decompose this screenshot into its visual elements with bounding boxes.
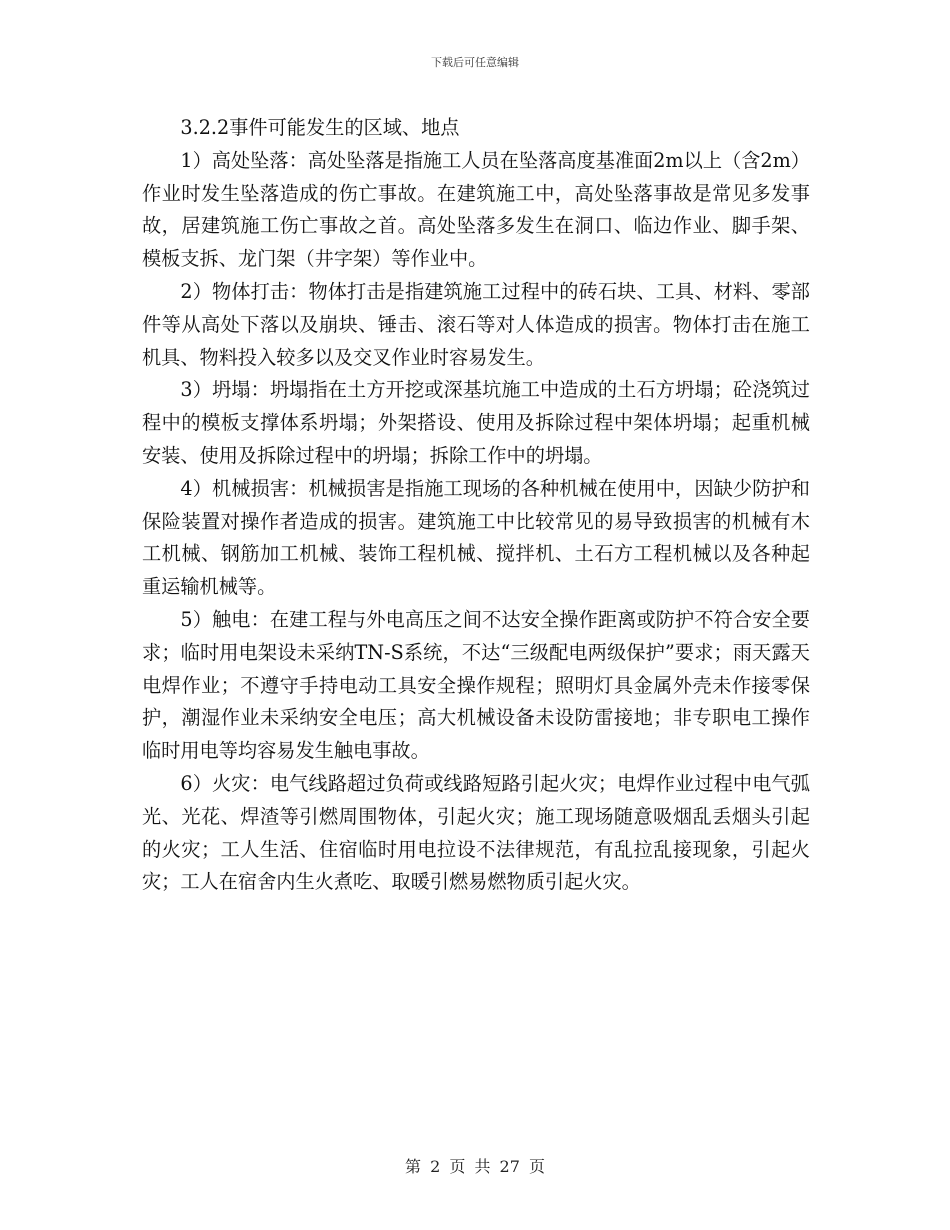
paragraph-fire: 6）火灾：电气线路超过负荷或线路短路引起火灾；电焊作业过程中电气弧光、光花、焊渣等引燃周围物体，引起火灾；施工现场随意吸烟乱丢烟头引起的火灾；工人生活、住宿临时用电拉设不法律规范，有乱拉乱接现象，引起火灾；工人在宿舍内生火煮吃、取暖引燃易燃物质引起火灾。 — [142, 771, 810, 894]
page-header: 下载后可任意编辑 — [431, 56, 519, 69]
paragraph-machinery-injury: 4）机械损害：机械损害是指施工现场的各种机械在使用中，因缺少防护和保险装置对操作者造成的损害。建筑施工中比较常见的易导致损害的机械有木工机械、钢筋加工机械、装饰工程机械、搅拌机、土石方工程机械以及各种起重运输机械等。 — [142, 476, 810, 599]
paragraph-falling: 1）高处坠落：高处坠落是指施工人员在坠落高度基准面2m以上（含2m）作业时发生坠落造成的伤亡事故。在建筑施工中，高处坠落事故是常见多发事故，居建筑施工伤亡事故之首。高处坠落多发生在洞口、临边作业、脚手架、模板支拆、龙门架（井字架）等作业中。 — [142, 148, 810, 271]
paragraph-electric-shock: 5）触电：在建工程与外电高压之间不达安全操作距离或防护不符合安全要求；临时用电架设未采纳TN-S系统，不达“三级配电两级保护”要求；雨天露天电焊作业；不遵守手持电动工具安全操作规程；照明灯具金属外壳未作接零保护，潮湿作业未采纳安全电压；高大机械设备未设防雷接地；非专职电工操作临时用电等均容易发生触电事故。 — [142, 607, 810, 763]
paragraph-object-strike: 2）物体打击：物体打击是指建筑施工过程中的砖石块、工具、材料、零部件等从高处下落以及崩块、锤击、滚石等对人体造成的损害。物体打击在施工机具、物料投入较多以及交叉作业时容易发生。 — [142, 279, 810, 369]
paragraph-collapse: 3）坍塌：坍塌指在土方开挖或深基坑施工中造成的土石方坍塌；砼浇筑过程中的模板支撑体系坍塌；外架搭设、使用及拆除过程中架体坍塌；起重机械安装、使用及拆除过程中的坍塌；拆除工作中的坍塌。 — [142, 378, 810, 467]
page-number: 第 2 页 共 27 页 — [405, 1157, 545, 1176]
document-body — [142, 112, 810, 899]
section-heading: 3.2.2事件可能发生的区域、地点 — [180, 116, 460, 139]
